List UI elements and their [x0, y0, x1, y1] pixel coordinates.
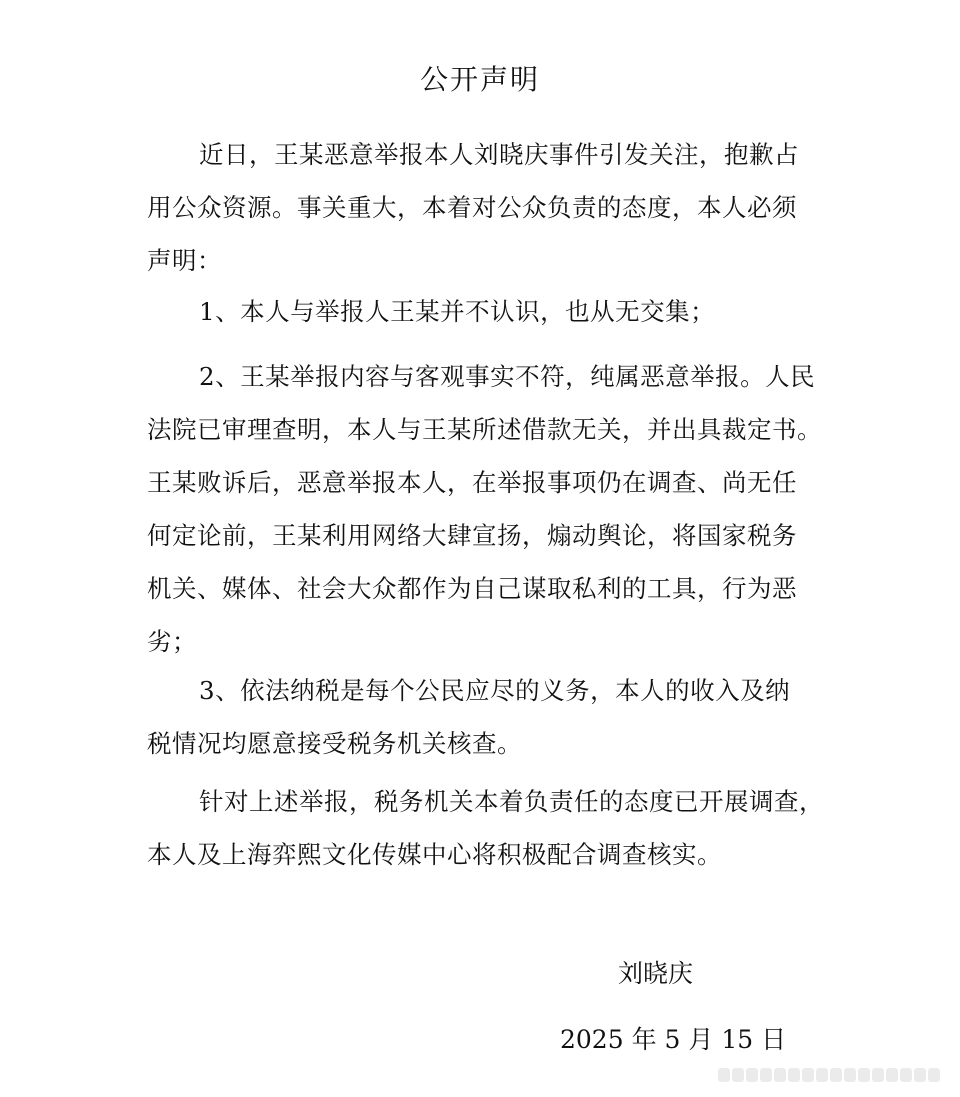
signature-name: 刘晓庆	[618, 959, 694, 988]
paragraph-line: 1、本人与举报人王某并不认识，也从无交集；	[199, 297, 716, 326]
watermark-glyph	[760, 1068, 772, 1082]
paragraph-line: 本人及上海弈熙文化传媒中心将积极配合调查核实。	[147, 840, 722, 869]
document-title: 公开声明	[419, 63, 540, 96]
paragraph-line: 用公众资源。事关重大，本着对公众负责的态度，本人必须	[147, 193, 797, 222]
paragraph-item-1	[147, 285, 823, 338]
paragraph-item-3	[147, 664, 823, 770]
watermark-glyph	[886, 1068, 898, 1082]
paragraph-line: 3、依法纳税是每个公民应尽的义务，本人的收入及纳	[199, 676, 791, 705]
watermark-glyph	[914, 1068, 926, 1082]
paragraph-line: 声明：	[147, 246, 222, 275]
watermark-glyph	[774, 1068, 786, 1082]
watermark-glyph	[816, 1068, 828, 1082]
paragraph-line: 王某败诉后，恶意举报本人，在举报事项仍在调查、尚无任	[147, 468, 797, 497]
watermark-glyph	[858, 1068, 870, 1082]
watermark-glyph	[928, 1068, 940, 1082]
paragraph-closing	[147, 775, 823, 881]
watermark-glyph	[788, 1068, 800, 1082]
watermark-glyph	[802, 1068, 814, 1082]
watermark-glyph	[732, 1068, 744, 1082]
watermark-glyph	[900, 1068, 912, 1082]
paragraph-item-2	[147, 350, 823, 668]
watermark-glyph	[830, 1068, 842, 1082]
paragraph-line: 机关、媒体、社会大众都作为自己谋取私利的工具，行为恶	[147, 574, 797, 603]
watermark-glyph	[718, 1068, 730, 1082]
paragraph-line: 法院已审理查明，本人与王某所述借款无关，并出具裁定书。	[147, 415, 822, 444]
watermark-glyph	[746, 1068, 758, 1082]
watermark-glyph	[872, 1068, 884, 1082]
watermark-mark	[718, 1062, 950, 1088]
signature-date: 2025 年 5 月 15 日	[560, 1025, 787, 1054]
paragraph-line: 2、王某举报内容与客观事实不符，纯属恶意举报。人民	[199, 362, 816, 391]
paragraph-intro	[147, 128, 823, 287]
paragraph-line: 劣；	[147, 627, 197, 656]
paragraph-line: 税情况均愿意接受税务机关核查。	[147, 729, 522, 758]
paragraph-line: 近日，王某恶意举报本人刘晓庆事件引发关注，抱歉占	[199, 140, 799, 169]
paragraph-line: 针对上述举报，税务机关本着负责任的态度已开展调查，	[199, 787, 824, 816]
watermark-glyph	[844, 1068, 856, 1082]
paragraph-line: 何定论前，王某利用网络大肆宣扬，煽动舆论，将国家税务	[147, 521, 797, 550]
